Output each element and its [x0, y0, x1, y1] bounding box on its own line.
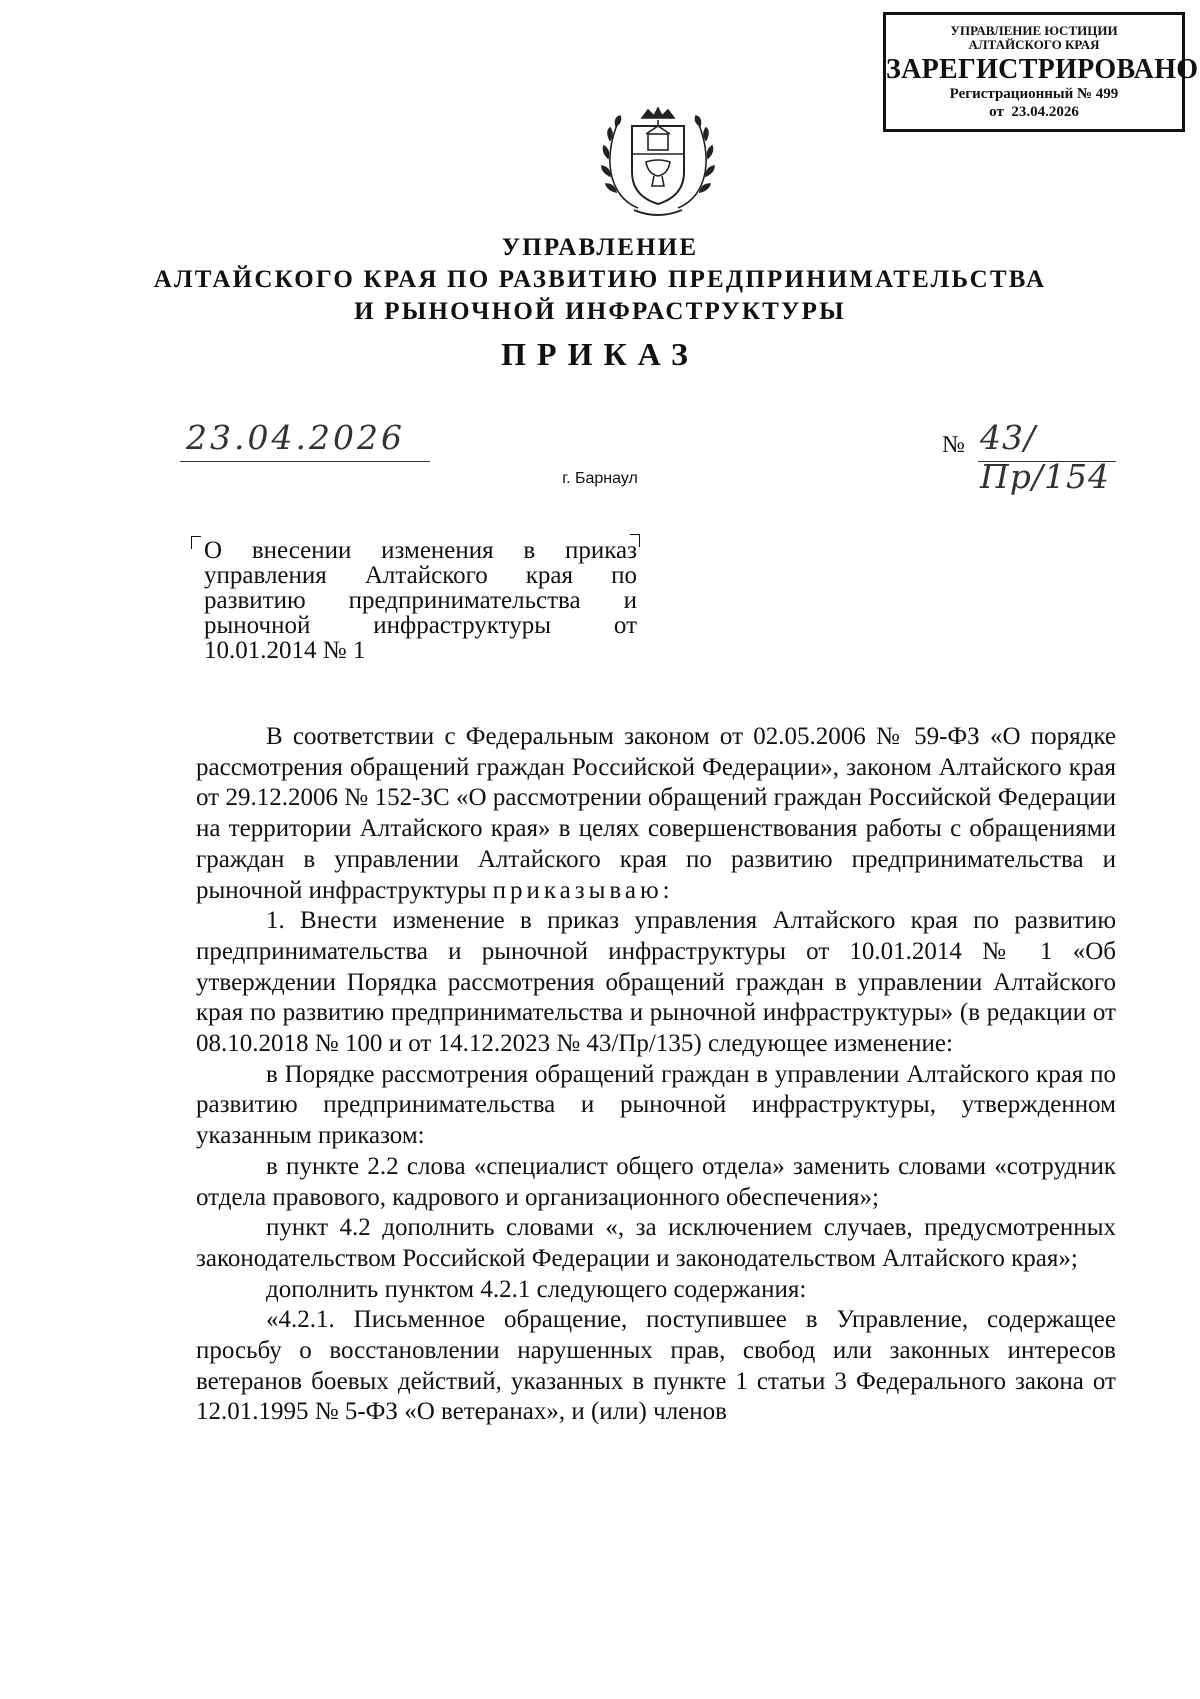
city: г. Барнаул [562, 470, 638, 487]
org-name-line-3: И РЫНОЧНОЙ ИНФРАСТРУКТУРЫ [354, 298, 846, 325]
paragraph-amendment-intro: в Порядке рассмотрения обращений граждан в управлении Алтайского края по развитию предпринимательства и рыночной инфраструктуры, утвержденном указанным приказом: [196, 1060, 1116, 1150]
order-number-handwritten: 43/Пр/154 [980, 418, 1111, 496]
paragraph-preamble [196, 722, 1116, 906]
coat-of-arms-icon [598, 96, 718, 222]
org-name-line-2: АЛТАЙСКОГО КРАЯ ПО РАЗВИТИЮ ПРЕДПРИНИМАТЕЛЬСТВА [153, 266, 1047, 293]
order-date [180, 418, 430, 462]
order-number [942, 418, 1122, 496]
preamble-text: В соответствии с Федеральным законом от 02.05.2006 № 59-ФЗ «О порядке рассмотрения обращений граждан Российской Федерации», законом Алтайского края от 29.12.2006 № 152-ЗС «О рассмотрении обращений граждан Российской Федерации на территории Алтайского края» в целях совершенствования работы с обращениями граждан в управлении Алтайского края по развитию предпринимательства и рыночной инфраструктуры [196, 723, 1116, 904]
stamp-reg-date: от 23.04.2026 [989, 104, 1079, 120]
stamp-reg-number: Регистрационный № 499 [949, 86, 1119, 102]
paragraph-point-2-2: в пункте 2.2 слова «специалист общего отдела» заменить словами «сотрудник отдела правового, кадрового и организационного обеспечения»; [196, 1152, 1116, 1211]
org-name-line-1: УПРАВЛЕНИЕ [501, 234, 699, 261]
number-underline [978, 461, 1116, 462]
order-word: приказываю [492, 876, 663, 904]
paragraph-point-4-2: пункт 4.2 дополнить словами «, за исключением случаев, предусмотренных законодательством Российской Федерации и законодательством Алтайского края»; [196, 1214, 1116, 1272]
paragraph-4-2-1-text: «4.2.1. Письменное обращение, поступившее в Управление, содержащее просьбу о восстановлении нарушенных прав, свобод или законных интересов ветеранов боевых действий, указанных в пункте 1 статьи 3 Федерального закона от 12.01.1995 № 5-ФЗ «О ветеранах», и (или) членов [196, 1306, 1116, 1426]
organization-name [0, 232, 1200, 328]
paragraph-add-4-2-1: дополнить пунктом 4.2.1 следующего содержания: [266, 1275, 807, 1303]
stamp-org-line-1: УПРАВЛЕНИЕ ЮСТИЦИИ [950, 23, 1118, 38]
stamp-org-line-2: АЛТАЙСКОГО КРАЯ [968, 37, 1100, 52]
paragraph-item-1: 1. Внести изменение в приказ управления Алтайского края по развитию предпринимательства и рыночной инфраструктуры от 10.01.2014 № 1 «Об утверждении Порядка рассмотрения обращений граждан в управлении Алтайского края по развитию предпринимательства и рыночной инфраструктуры» (в редакции от 08.10.2018 № 100 и от 14.12.2023 № 43/Пр/135) следующее изменение: [196, 907, 1116, 1058]
stamp-status: ЗАРЕГИСТРИРОВАНО [886, 54, 1199, 85]
registration-stamp [883, 12, 1199, 132]
number-sign: № [942, 432, 965, 458]
document-type: ПРИКАЗ [501, 336, 699, 372]
date-underline [180, 461, 430, 462]
order-body [196, 722, 1116, 1428]
preamble-colon: : [662, 876, 670, 904]
order-subject: О внесении изменения в приказ управления Алтайского края по развитию предпринимательства и рыночной инфраструктуры от 10.01.2014 № 1 [204, 537, 637, 664]
subject-bracket-left [191, 536, 201, 549]
order-date-handwritten: 23.04.2026 [186, 418, 405, 457]
